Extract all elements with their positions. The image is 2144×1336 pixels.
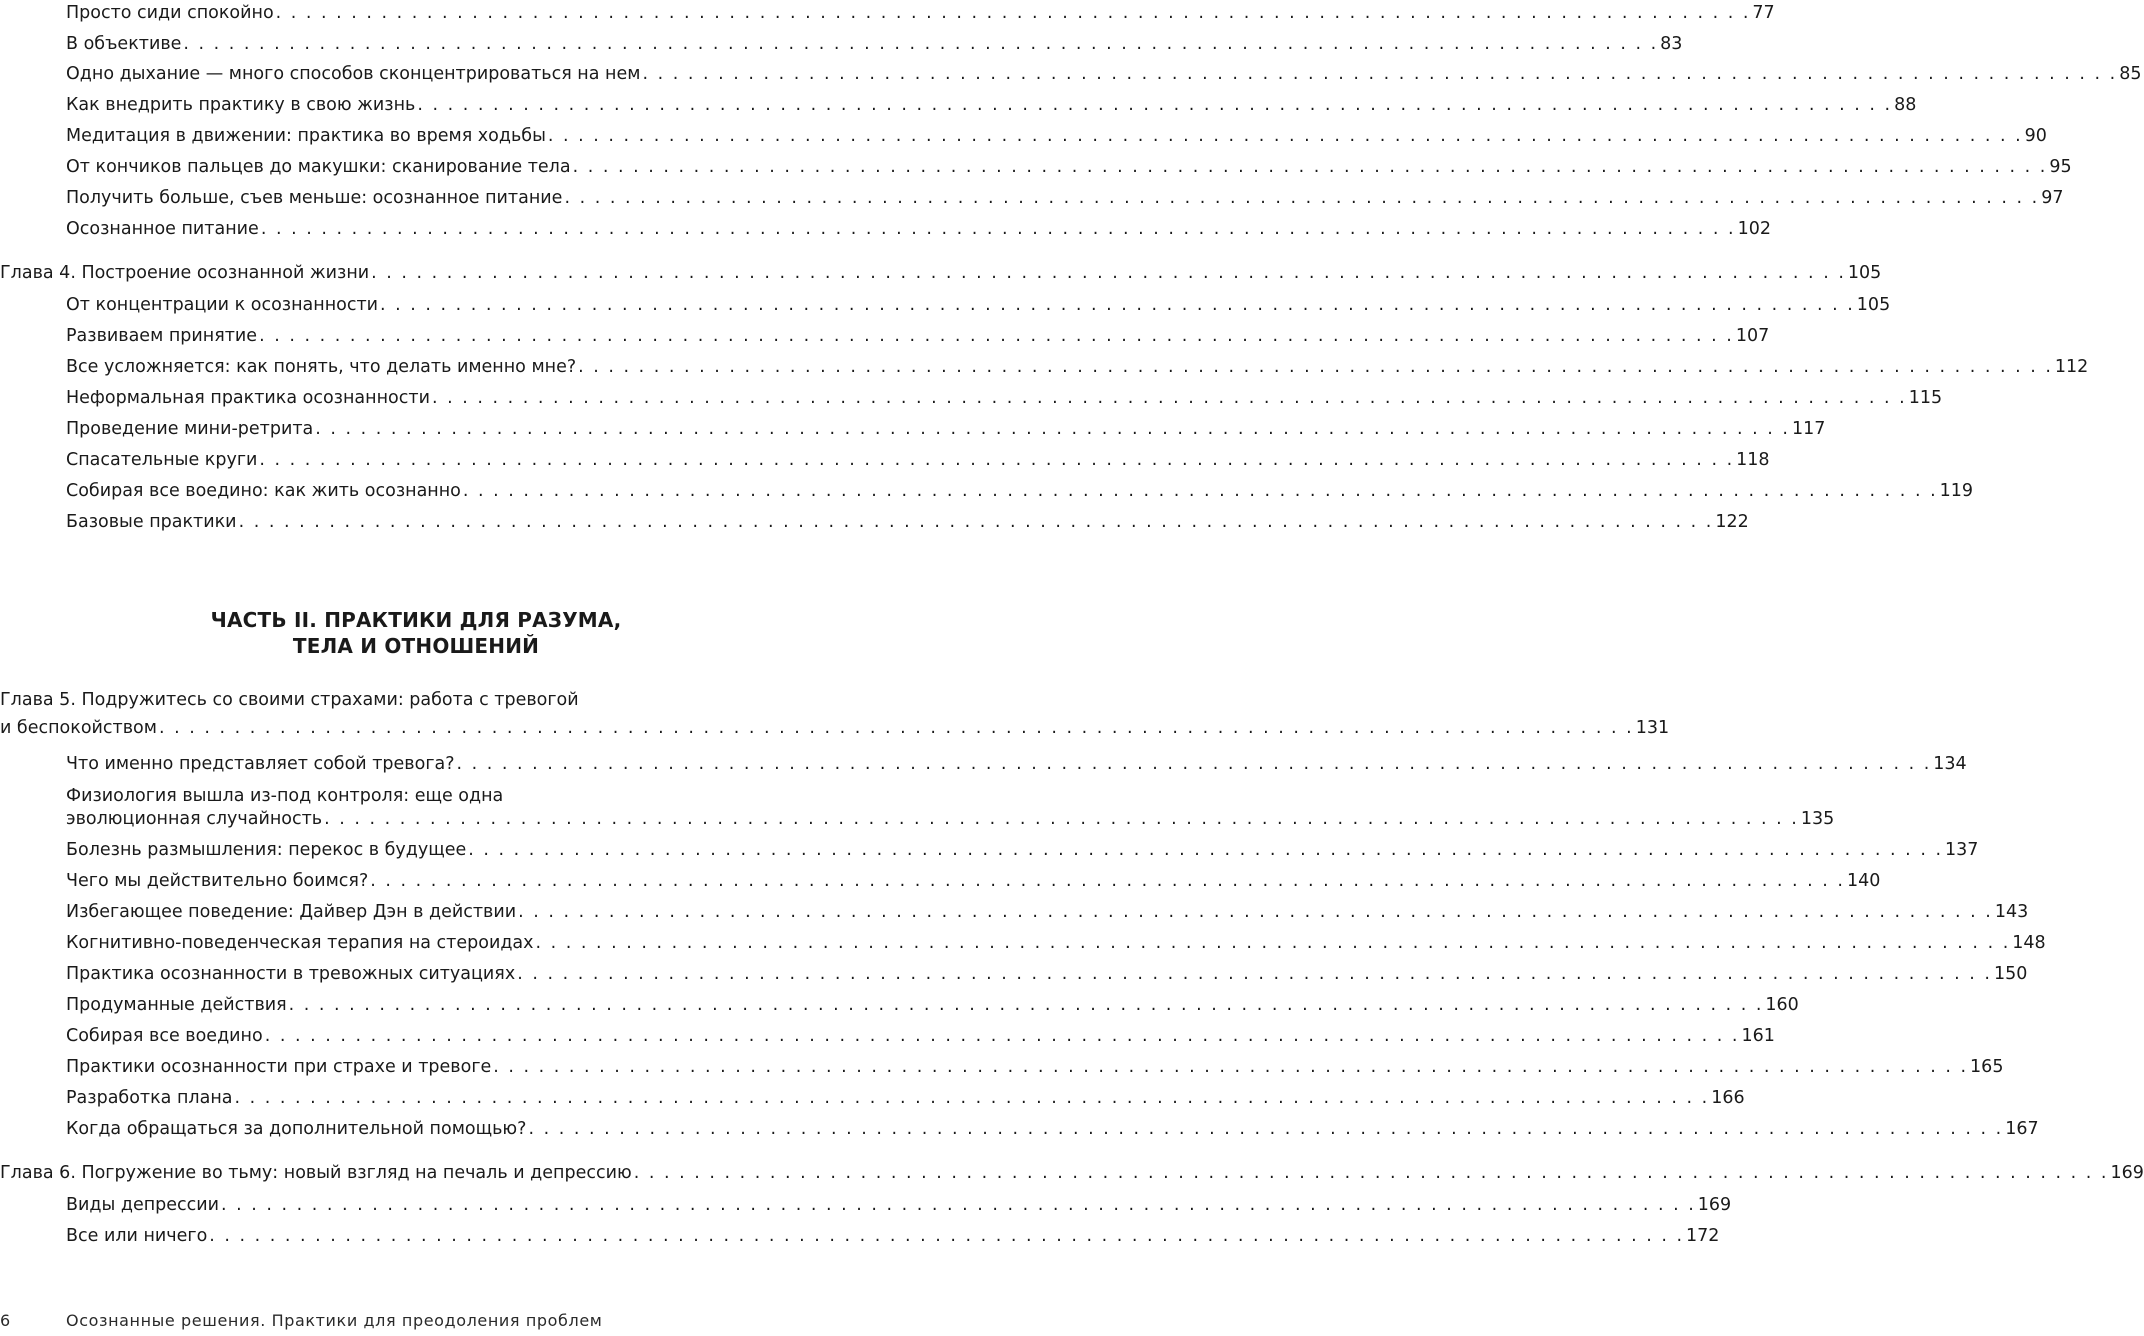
toc-entry	[66, 1056, 2004, 1078]
toc-entry-page-number: 115	[1908, 388, 1943, 408]
toc-chapter-title: Глава 6. Погружение во тьму: новый взгляд на печаль и депрессию	[0, 1163, 632, 1183]
toc-entry-page-number: 148	[2012, 933, 2046, 953]
toc-entry-title: Медитация в движении: практика во время ходьбы	[66, 126, 546, 146]
toc-entry-title: Собирая все воедино: как жить осознанно	[66, 481, 461, 501]
toc-entry-page-number: 165	[1970, 1057, 2004, 1077]
dot-leader: . . . . . . . . . . . . . . . . . . . . . . . . . . . . . . . . . . . . . . . . . . . . . . . . . . . . . . . . . . . . . . . . . . . . . . . . . . . . . . . . . . . . . . . . . . . . . . . . . .	[547, 126, 2023, 146]
chapter5-title-line-2: и беспокойством	[0, 718, 157, 738]
toc-entry	[66, 480, 1974, 502]
toc-entry-title: Спасательные круги	[66, 450, 258, 470]
toc-entry-title: В объективе	[66, 34, 182, 54]
toc-entry-page-number: 161	[1741, 1026, 1775, 1046]
toc-entry-title: Все или ничего	[66, 1226, 208, 1246]
toc-entry-title: Виды депрессии	[66, 1195, 220, 1215]
toc-entry-title: Собирая все воедино	[66, 1026, 263, 1046]
toc-entry-physiology	[66, 808, 1835, 830]
toc-entry-title: Все усложняется: как понять, что делать именно мне?	[66, 357, 577, 377]
toc-entry-title: Одно дыхание — много способов сконцентрироваться на нем	[66, 64, 641, 84]
dot-leader: . . . . . . . . . . . . . . . . . . . . . . . . . . . . . . . . . . . . . . . . . . . . . . . . . . . . . . . . . . . . . . . . . . . . . . . . . . . . . . . . . . . . . . . . . . . . . . . . . .	[315, 419, 1790, 439]
dot-leader: . . . . . . . . . . . . . . . . . . . . . . . . . . . . . . . . . . . . . . . . . . . . . . . . . . . . . . . . . . . . . . . . . . . . . . . . . . . . . . . . . . . . . . . . . . . . . . . . . .	[209, 1226, 1685, 1246]
footer-book-title: Осознанные решения. Практики для преодоления проблем	[66, 1311, 603, 1330]
dot-leader: . . . . . . . . . . . . . . . . . . . . . . . . . . . . . . . . . . . . . . . . . . . . . . . . . . . . . . . . . . . . . . . . . . . . . . . . . . . . . . . . . . . . . . . . . . . . . . . . . .	[275, 3, 1751, 23]
dot-leader: . . . . . . . . . . . . . . . . . . . . . . . . . . . . . . . . . . . . . . . . . . . . . . . . . . . . . . . . . . . . . . . . . . . . . . . . . . . . . . . . . . . . . . . . . . . . . . . . . .	[462, 481, 1938, 501]
dot-leader: . . . . . . . . . . . . . . . . . . . . . . . . . . . . . . . . . . . . . . . . . . . . . . . . . . . . . . . . . . . . . . . . . . . . . . . . . . . . . . . . . . . . . . . . . . . . . . . . . .	[371, 263, 1846, 283]
toc-entry	[66, 932, 2046, 954]
toc-chapter-entry	[0, 1162, 2144, 1184]
toc-entry-title: Что именно представляет собой тревога?	[66, 754, 455, 774]
toc-entry-page-number: 150	[1993, 964, 2028, 984]
toc-entry-page-number: 105	[1856, 295, 1891, 315]
toc-entry	[66, 1118, 2039, 1140]
toc-entry-title: Неформальная практика осознанности	[66, 388, 430, 408]
dot-leader: . . . . . . . . . . . . . . . . . . . . . . . . . . . . . . . . . . . . . . . . . . . . . . . . . . . . . . . . . . . . . . . . . . . . . . . . . . . . . . . . . . . . . . . . . . . . . . . . . .	[221, 1195, 1696, 1215]
toc-entry-page-number: 122	[1715, 512, 1749, 532]
toc-entry-page-number: 160	[1765, 995, 1799, 1015]
toc-entry	[66, 387, 1943, 409]
toc-entry-page-number: 169	[2110, 1163, 2144, 1183]
toc-entry-title: Проведение мини-ретрита	[66, 419, 314, 439]
toc-entry	[66, 63, 2142, 85]
physiology-title-line-2: эволюционная случайность	[66, 809, 323, 829]
dot-leader: . . . . . . . . . . . . . . . . . . . . . . . . . . . . . . . . . . . . . . . . . . . . . . . . . . . . . . . . . . . . . . . . . . . . . . . . . . . . . . . . . . . . . . . . . . . . . . . . . .	[528, 1119, 2004, 1139]
dot-leader: . . . . . . . . . . . . . . . . . . . . . . . . . . . . . . . . . . . . . . . . . . . . . . . . . . . . . . . . . . . . . . . . . . . . . . . . . . . . . . . . . . . . . . . . . . . . . . . . . .	[518, 902, 1993, 922]
dot-leader: . . . . . . . . . . . . . . . . . . . . . . . . . . . . . . . . . . . . . . . . . . . . . . . . . . . . . . . . . . . . . . . . . . . . . . . . . . . . . . . . . . . . . . . . . . . . . . . . . .	[493, 1057, 1969, 1077]
toc-entry-title: Практики осознанности при страхе и тревоге	[66, 1057, 492, 1077]
toc-entry-page-number: 140	[1846, 871, 1881, 891]
toc-entry	[66, 125, 2047, 147]
toc-entry	[66, 1225, 1720, 1247]
toc-entry-title: Развиваем принятие	[66, 326, 258, 346]
dot-leader: . . . . . . . . . . . . . . . . . . . . . . . . . . . . . . . . . . . . . . . . . . . . . . . . . . . . . . . . . . . . . . . . . . . . . . . . . . . . . . . . . . . . . . . . . . . . . . . . . .	[238, 512, 1714, 532]
dot-leader: . . . . . . . . . . . . . . . . . . . . . . . . . . . . . . . . . . . . . . . . . . . . . . . . . . . . . . . . . . . . . . . . . . . . . . . . . . . . . . . . . . . . . . . . . . . . . . . . . .	[158, 718, 1634, 738]
toc-entry	[66, 870, 1881, 892]
toc-chapter-entry	[0, 262, 1882, 284]
chapter5-entry	[0, 717, 1670, 739]
dot-leader: . . . . . . . . . . . . . . . . . . . . . . . . . . . . . . . . . . . . . . . . . . . . . . . . . . . . . . . . . . . . . . . . . . . . . . . . . . . . . . . . . . . . . . . . . . . . . . . . . .	[456, 754, 1932, 774]
dot-leader: . . . . . . . . . . . . . . . . . . . . . . . . . . . . . . . . . . . . . . . . . . . . . . . . . . . . . . . . . . . . . . . . . . . . . . . . . . . . . . . . . . . . . . . . . . . . . . . . . .	[288, 995, 1764, 1015]
toc-entry-page-number: 166	[1711, 1088, 1745, 1108]
dot-leader: . . . . . . . . . . . . . . . . . . . . . . . . . . . . . . . . . . . . . . . . . . . . . . . . . . . . . . . . . . . . . . . . . . . . . . . . . . . . . . . . . . . . . . . . . . . . . . . . . .	[633, 1163, 2109, 1183]
dot-leader: . . . . . . . . . . . . . . . . . . . . . . . . . . . . . . . . . . . . . . . . . . . . . . . . . . . . . . . . . . . . . . . . . . . . . . . . . . . . . . . . . . . . . . . . . . . . . . . . . .	[535, 933, 2011, 953]
toc-entry	[66, 2, 1775, 24]
toc-entry-page-number: 88	[1894, 95, 1917, 115]
part-heading-line-2: ТЕЛА И ОТНОШЕНИЙ	[292, 634, 540, 658]
toc-entry-title: Практика осознанности в тревожных ситуациях	[66, 964, 516, 984]
toc-entry	[66, 94, 1917, 116]
toc-entry	[66, 1087, 1745, 1109]
toc-entry-title: Когнитивно-поведенческая терапия на стероидах	[66, 933, 534, 953]
toc-entry-title: Разработка плана	[66, 1088, 233, 1108]
toc-entry	[66, 963, 2028, 985]
part-heading-line-1: ЧАСТЬ II. ПРАКТИКИ ДЛЯ РАЗУМА,	[210, 608, 622, 632]
dot-leader: . . . . . . . . . . . . . . . . . . . . . . . . . . . . . . . . . . . . . . . . . . . . . . . . . . . . . . . . . . . . . . . . . . . . . . . . . . . . . . . . . . . . . . . . . . . . . . . . . .	[264, 1026, 1740, 1046]
toc-entry-page-number: 90	[2024, 126, 2047, 146]
dot-leader: . . . . . . . . . . . . . . . . . . . . . . . . . . . . . . . . . . . . . . . . . . . . . . . . . . . . . . . . . . . . . . . . . . . . . . . . . . . . . . . . . . . . . . . . . . . . . . . . . .	[380, 295, 1855, 315]
toc-entry-page-number: 107	[1735, 326, 1770, 346]
dot-leader: . . . . . . . . . . . . . . . . . . . . . . . . . . . . . . . . . . . . . . . . . . . . . . . . . . . . . . . . . . . . . . . . . . . . . . . . . . . . . . . . . . . . . . . . . . . . . . . . . .	[234, 1088, 1710, 1108]
toc-entry	[66, 156, 2072, 178]
toc-entry-page-number: 77	[1752, 3, 1775, 23]
toc-entry-title: Чего мы действительно боимся?	[66, 871, 369, 891]
dot-leader: . . . . . . . . . . . . . . . . . . . . . . . . . . . . . . . . . . . . . . . . . . . . . . . . . . . . . . . . . . . . . . . . . . . . . . . . . . . . . . . . . . . . . . . . . . . . . . . . . .	[417, 95, 1893, 115]
toc-entry-title: От кончиков пальцев до макушки: сканирование тела	[66, 157, 571, 177]
toc-entry-title: Избегающее поведение: Дайвер Дэн в действии	[66, 902, 517, 922]
dot-leader: . . . . . . . . . . . . . . . . . . . . . . . . . . . . . . . . . . . . . . . . . . . . . . . . . . . . . . . . . . . . . . . . . . . . . . . . . . . . . . . . . . . . . . . . . . . . . . . . . .	[517, 964, 1992, 984]
toc-entry-page-number: 105	[1847, 263, 1882, 283]
dot-leader: . . . . . . . . . . . . . . . . . . . . . . . . . . . . . . . . . . . . . . . . . . . . . . . . . . . . . . . . . . . . . . . . . . . . . . . . . . . . . . . . . . . . . . . . . . . . . . . . . .	[260, 219, 1736, 239]
toc-entry-page-number: 85	[2119, 64, 2142, 84]
toc-entry-title: Просто сиди спокойно	[66, 3, 274, 23]
toc-entry	[66, 325, 1770, 347]
physiology-title-line-1: Физиология вышла из-под контроля: еще одна	[66, 786, 504, 806]
toc-entry-page-number: 102	[1737, 219, 1771, 239]
toc-entry-title: От концентрации к осознанности	[66, 295, 379, 315]
toc-entry-page-number: 117	[1792, 419, 1826, 439]
toc-entry-anxiety-definition	[66, 753, 1967, 775]
dot-leader: . . . . . . . . . . . . . . . . . . . . . . . . . . . . . . . . . . . . . . . . . . . . . . . . . . . . . . . . . . . . . . . . . . . . . . . . . . . . . . . . . . . . . . . . . . . . . . . . . .	[578, 357, 2053, 377]
toc-entry-page-number: 95	[2049, 157, 2072, 177]
dot-leader: . . . . . . . . . . . . . . . . . . . . . . . . . . . . . . . . . . . . . . . . . . . . . . . . . . . . . . . . . . . . . . . . . . . . . . . . . . . . . . . . . . . . . . . . . . . . . . . . . .	[642, 64, 2118, 84]
toc-entry	[66, 418, 1826, 440]
dot-leader: . . . . . . . . . . . . . . . . . . . . . . . . . . . . . . . . . . . . . . . . . . . . . . . . . . . . . . . . . . . . . . . . . . . . . . . . . . . . . . . . . . . . . . . . . . . . . . . . . .	[564, 188, 2040, 208]
toc-entry	[66, 839, 1979, 861]
toc-entry-page-number: 137	[1945, 840, 1979, 860]
toc-entry-page-number: 83	[1660, 34, 1683, 54]
dot-leader: . . . . . . . . . . . . . . . . . . . . . . . . . . . . . . . . . . . . . . . . . . . . . . . . . . . . . . . . . . . . . . . . . . . . . . . . . . . . . . . . . . . . . . . . . . . . . . . . . .	[370, 871, 1845, 891]
toc-entry-title: Получить больше, съев меньше: осознанное питание	[66, 188, 563, 208]
toc-chapter-title: Глава 4. Построение осознанной жизни	[0, 263, 370, 283]
toc-entry-page-number: 172	[1686, 1226, 1720, 1246]
toc-entry	[66, 511, 1749, 533]
toc-entry-page-number: 118	[1736, 450, 1770, 470]
chapter5-title-line-1: Глава 5. Подружитесь со своими страхами: работа с тревогой	[0, 690, 579, 710]
dot-leader: . . . . . . . . . . . . . . . . . . . . . . . . . . . . . . . . . . . . . . . . . . . . . . . . . . . . . . . . . . . . . . . . . . . . . . . . . . . . . . . . . . . . . . . . . . . . . . . . . .	[183, 34, 1659, 54]
toc-entry-title: Как внедрить практику в свою жизнь	[66, 95, 416, 115]
toc-entry	[66, 449, 1770, 471]
toc-entry	[66, 994, 1799, 1016]
toc-entry-page-number: 143	[1994, 902, 2029, 922]
toc-entry-title: Продуманные действия	[66, 995, 287, 1015]
toc-entry-page-number: 119	[1939, 481, 1974, 501]
toc-entry	[66, 218, 1771, 240]
toc-entry-title: Осознанное питание	[66, 219, 259, 239]
toc-entry-title: Базовые практики	[66, 512, 237, 532]
toc-entry	[66, 356, 2089, 378]
dot-leader: . . . . . . . . . . . . . . . . . . . . . . . . . . . . . . . . . . . . . . . . . . . . . . . . . . . . . . . . . . . . . . . . . . . . . . . . . . . . . . . . . . . . . . . . . . . . . . . . . .	[259, 326, 1734, 346]
toc-entry-page-number: 167	[2005, 1119, 2039, 1139]
toc-entry-page-number: 97	[2041, 188, 2064, 208]
dot-leader: . . . . . . . . . . . . . . . . . . . . . . . . . . . . . . . . . . . . . . . . . . . . . . . . . . . . . . . . . . . . . . . . . . . . . . . . . . . . . . . . . . . . . . . . . . . . . . . . . .	[259, 450, 1735, 470]
dot-leader: . . . . . . . . . . . . . . . . . . . . . . . . . . . . . . . . . . . . . . . . . . . . . . . . . . . . . . . . . . . . . . . . . . . . . . . . . . . . . . . . . . . . . . . . . . . . . . . . . .	[468, 840, 1944, 860]
dot-leader: . . . . . . . . . . . . . . . . . . . . . . . . . . . . . . . . . . . . . . . . . . . . . . . . . . . . . . . . . . . . . . . . . . . . . . . . . . . . . . . . . . . . . . . . . . . . . . . . . .	[324, 809, 1799, 829]
toc-entry	[66, 294, 1891, 316]
toc-entry	[66, 187, 2064, 209]
toc-entry-page-number: 134	[1933, 754, 1967, 774]
toc-entry-title: Когда обращаться за дополнительной помощью?	[66, 1119, 527, 1139]
toc-entry	[66, 33, 1683, 55]
toc-entry-page-number: 112	[2054, 357, 2089, 377]
toc-entry	[66, 901, 2029, 923]
footer-page-number: 6	[0, 1311, 11, 1330]
toc-entry	[66, 1025, 1775, 1047]
toc-entry-page-number: 169	[1697, 1195, 1732, 1215]
dot-leader: . . . . . . . . . . . . . . . . . . . . . . . . . . . . . . . . . . . . . . . . . . . . . . . . . . . . . . . . . . . . . . . . . . . . . . . . . . . . . . . . . . . . . . . . . . . . . . . . . .	[572, 157, 2048, 177]
toc-entry	[66, 1194, 1732, 1216]
toc-entry-title: Болезнь размышления: перекос в будущее	[66, 840, 467, 860]
toc-entry-page-number: 135	[1800, 809, 1835, 829]
chapter5-page-number: 131	[1635, 718, 1670, 738]
dot-leader: . . . . . . . . . . . . . . . . . . . . . . . . . . . . . . . . . . . . . . . . . . . . . . . . . . . . . . . . . . . . . . . . . . . . . . . . . . . . . . . . . . . . . . . . . . . . . . . . . .	[431, 388, 1907, 408]
